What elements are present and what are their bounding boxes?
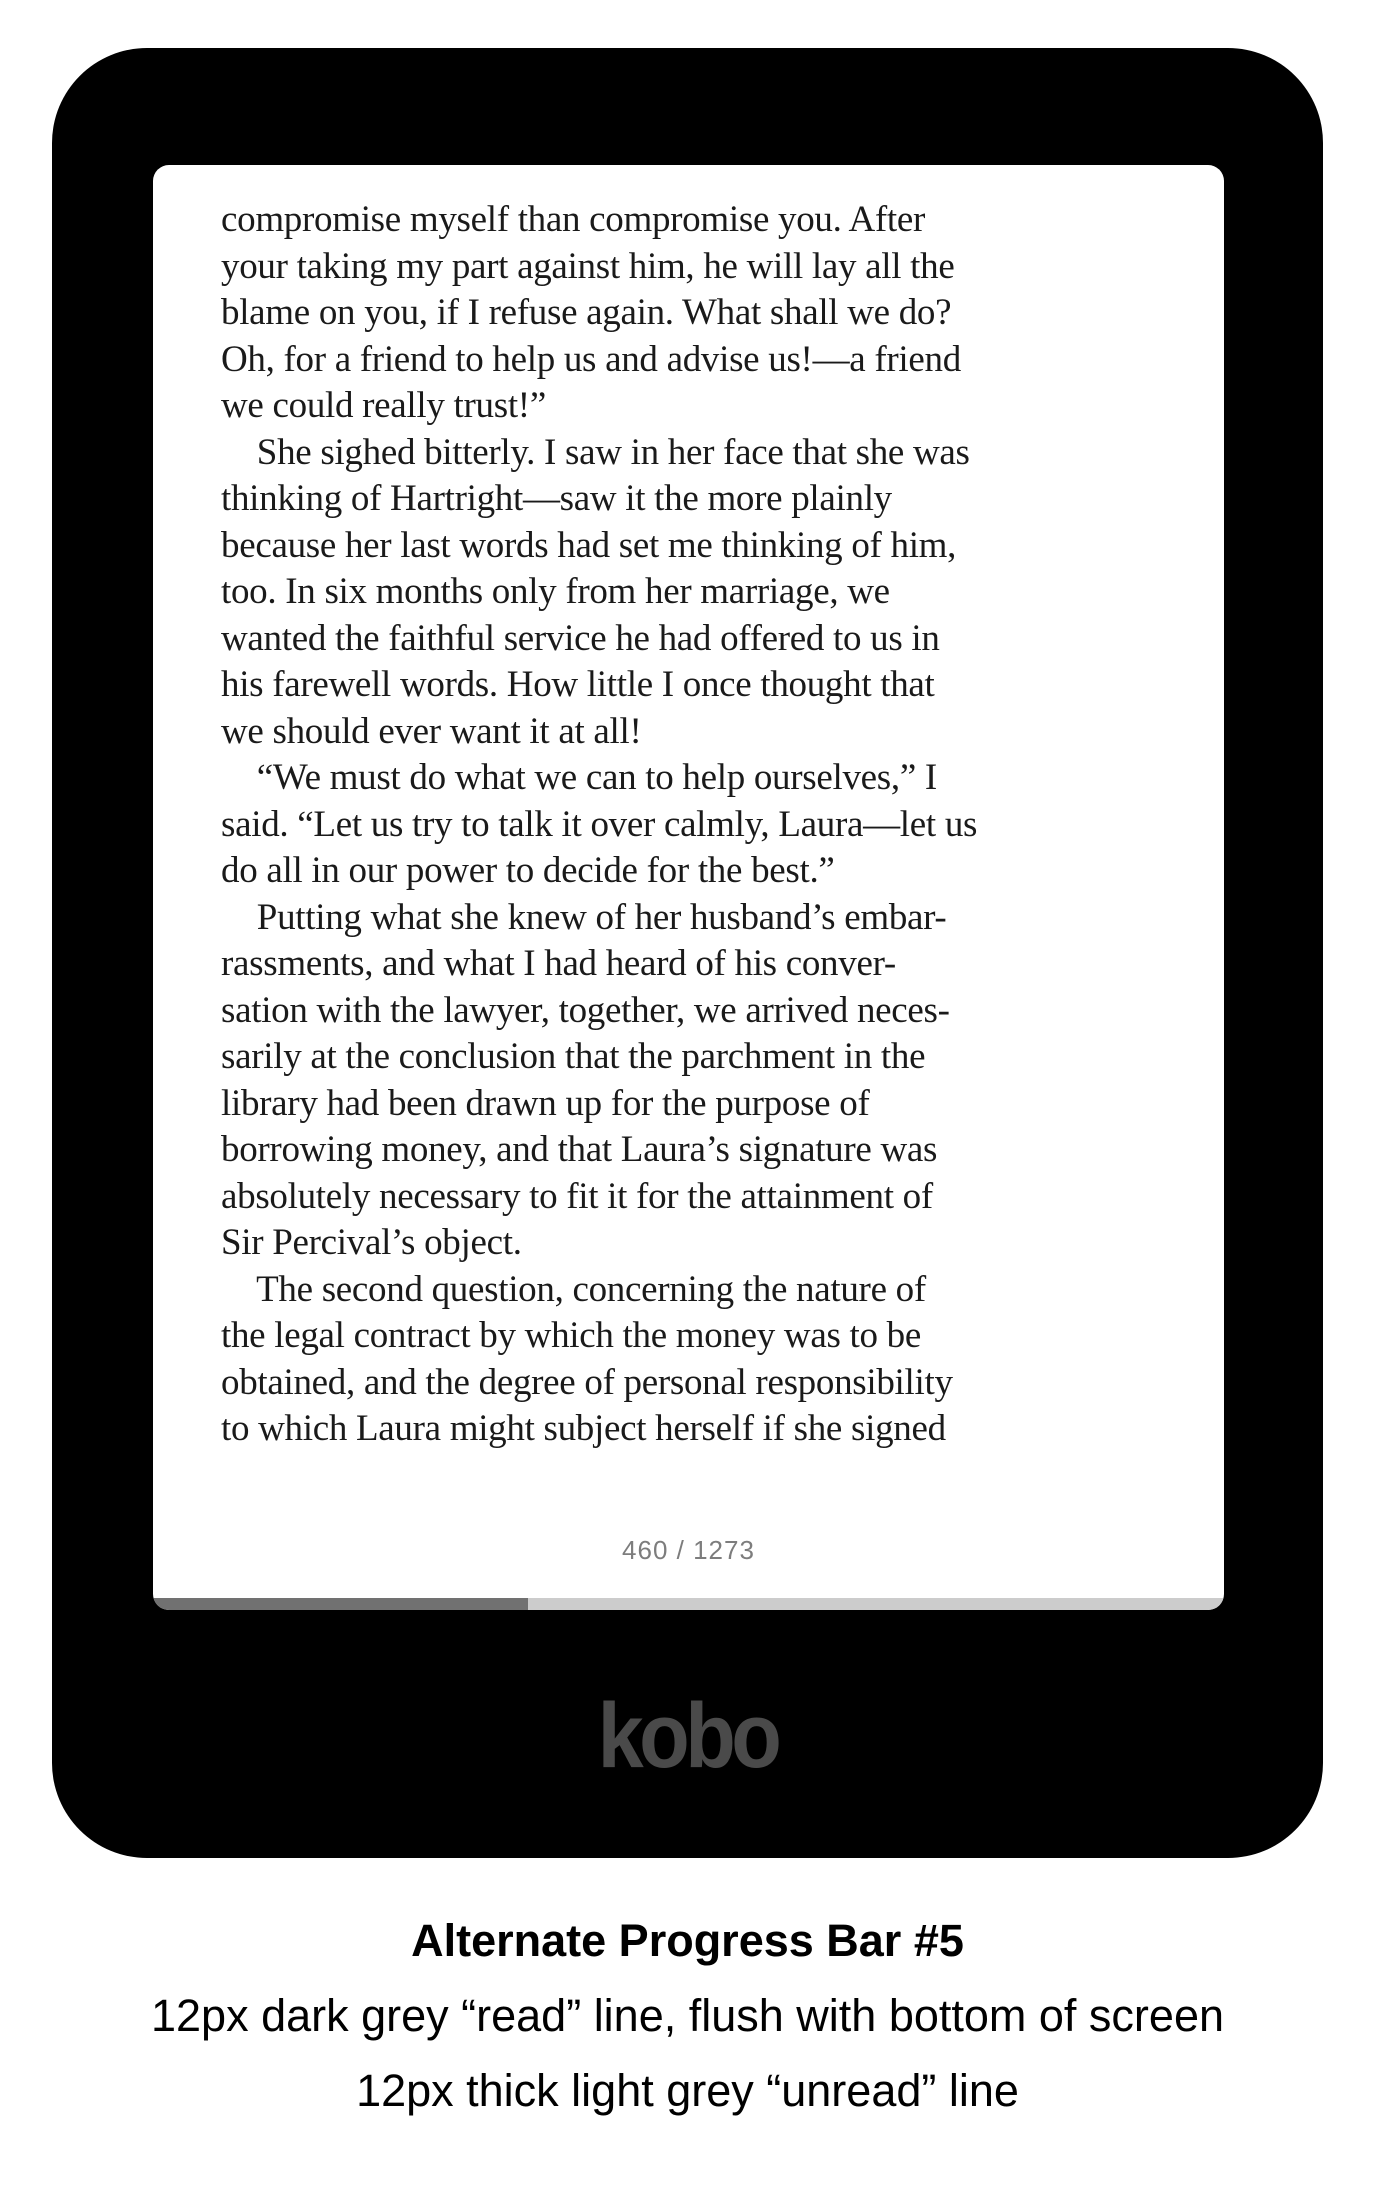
book-line: blame on you, if I refuse again. What shall we do? — [221, 292, 952, 333]
book-line: compromise myself than compromise you. After — [221, 199, 926, 240]
book-line: thinking of Hartright—saw it the more plainly — [221, 478, 892, 519]
book-text — [221, 197, 1154, 1453]
book-line: borrowing money, and that Laura’s signature was — [221, 1129, 938, 1170]
book-line: said. “Let us try to talk it over calmly, Laura—let us — [221, 803, 978, 845]
kobo-logo: kobo — [597, 1685, 778, 1787]
book-line: Putting what she knew of her husband’s embar- — [221, 896, 947, 938]
book-line: we could really trust!” — [221, 385, 546, 426]
book-line: too. In six months only from her marriage, we — [221, 571, 890, 612]
caption-line-2: 12px thick light grey “unread” line — [356, 2065, 1019, 2116]
book-line: your taking my part against him, he will lay all the — [221, 245, 955, 287]
book-line: we should ever want it at all! — [221, 710, 642, 752]
book-line: to which Laura might subject herself if she signed — [221, 1408, 946, 1449]
book-line: sarily at the conclusion that the parchment in the — [221, 1036, 926, 1077]
book-line: Sir Percival’s object. — [221, 1222, 522, 1263]
book-line: wanted the faithful service he had offered to us in — [221, 617, 940, 659]
ereader-device — [52, 48, 1323, 1858]
progress-unread-segment — [528, 1598, 1224, 1610]
book-line: The second question, concerning the nature of — [221, 1268, 926, 1310]
book-line: Oh, for a friend to help us and advise us!—a friend — [221, 338, 961, 380]
book-line: library had been drawn up for the purpose of — [221, 1082, 870, 1124]
ereader-screen[interactable] — [153, 165, 1224, 1610]
book-line: the legal contract by which the money was to be — [221, 1315, 921, 1356]
caption-title: Alternate Progress Bar #5 — [411, 1915, 964, 1966]
book-line: sation with the lawyer, together, we arrived neces- — [221, 989, 950, 1031]
book-line: She sighed bitterly. I saw in her face that she was — [221, 431, 970, 473]
book-line: obtained, and the degree of personal responsibility — [221, 1361, 953, 1403]
book-line: because her last words had set me thinking of him, — [221, 524, 957, 566]
book-line: his farewell words. How little I once thought that — [221, 664, 935, 705]
caption — [0, 1903, 1375, 2128]
caption-line-1: 12px dark grey “read” line, flush with bottom of screen — [150, 1990, 1224, 2041]
progress-read-segment — [153, 1598, 528, 1610]
book-line: do all in our power to decide for the best.” — [221, 850, 835, 891]
page-counter: 460 / 1273 — [622, 1535, 755, 1565]
progress-bar[interactable] — [153, 1598, 1224, 1610]
book-line: “We must do what we can to help ourselves,” I — [221, 757, 937, 798]
book-line: absolutely necessary to fit it for the attainment of — [221, 1175, 933, 1217]
book-line: rassments, and what I had heard of his conver- — [221, 943, 896, 984]
